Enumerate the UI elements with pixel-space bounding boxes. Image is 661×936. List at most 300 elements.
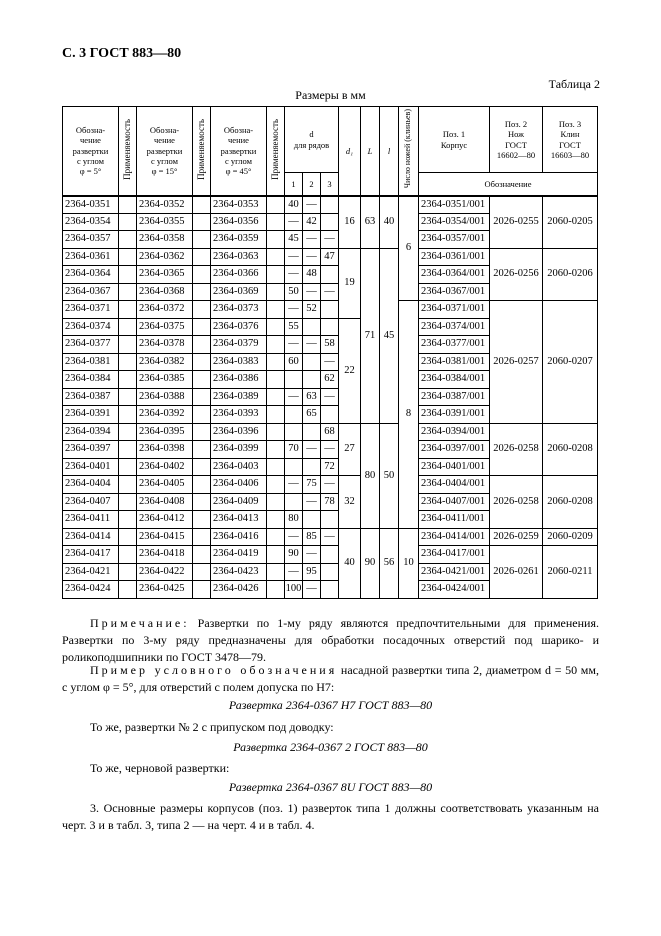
applicability-cell bbox=[267, 423, 285, 441]
designation-5-cell: 2364-0411 bbox=[63, 511, 119, 529]
wedge-designation-cell: 2060-0206 bbox=[543, 248, 598, 301]
designation-15-cell: 2364-0352 bbox=[137, 196, 193, 214]
designation-15-cell: 2364-0362 bbox=[137, 248, 193, 266]
header-designation-15: Обозна- чение развертки с углом φ = 15° bbox=[137, 107, 193, 196]
designation-45-cell: 2364-0369 bbox=[211, 283, 267, 301]
applicability-cell bbox=[267, 213, 285, 231]
applicability-cell bbox=[267, 406, 285, 424]
designation-5-cell: 2364-0357 bbox=[63, 231, 119, 249]
d-row2-cell: 85 bbox=[303, 528, 321, 546]
applicability-cell bbox=[193, 476, 211, 494]
header-pos3: Поз. 3 Клин ГОСТ 16603—80 bbox=[543, 107, 598, 173]
d-row2-cell bbox=[303, 423, 321, 441]
d-row1-cell: 55 bbox=[285, 318, 303, 336]
header-d1: d₁ bbox=[339, 107, 361, 196]
length-l-cell: 56 bbox=[380, 528, 399, 598]
header-designation-45: Обозна- чение развертки с углом φ = 45° bbox=[211, 107, 267, 196]
applicability-cell bbox=[193, 231, 211, 249]
knife-designation-cell: 2026-0258 bbox=[490, 476, 543, 529]
designation-45-cell: 2364-0379 bbox=[211, 336, 267, 354]
d-row2-cell: — bbox=[303, 546, 321, 564]
wedge-designation-cell: 2060-0207 bbox=[543, 301, 598, 424]
example-paragraph bbox=[62, 662, 599, 696]
designation-15-cell: 2364-0382 bbox=[137, 353, 193, 371]
length-l-cell: 50 bbox=[380, 423, 399, 528]
header-knives: Число ножей (клиньев) bbox=[399, 107, 419, 196]
d-row2-cell bbox=[303, 318, 321, 336]
body-designation-cell: 2364-0357/001 bbox=[419, 231, 490, 249]
designation-5-cell: 2364-0351 bbox=[63, 196, 119, 214]
designation-5-cell: 2364-0417 bbox=[63, 546, 119, 564]
example-label: Пример условного обозначения bbox=[90, 663, 338, 677]
body-designation-cell: 2364-0417/001 bbox=[419, 546, 490, 564]
wedge-designation-cell: 2060-0211 bbox=[543, 546, 598, 599]
designation-5-cell: 2364-0364 bbox=[63, 266, 119, 284]
applicability-cell bbox=[193, 283, 211, 301]
d-row2-cell: 52 bbox=[303, 301, 321, 319]
header-d: d для рядов bbox=[285, 107, 339, 173]
page-title: С. 3 ГОСТ 883—80 bbox=[62, 46, 182, 61]
d-row2-cell: — bbox=[303, 581, 321, 599]
applicability-cell bbox=[193, 406, 211, 424]
body-designation-cell: 2364-0351/001 bbox=[419, 196, 490, 214]
d-row2-cell: — bbox=[303, 493, 321, 511]
knife-designation-cell: 2026-0259 bbox=[490, 528, 543, 546]
designation-5-cell: 2364-0384 bbox=[63, 371, 119, 389]
length-L-cell: 80 bbox=[361, 423, 380, 528]
designation-15-cell: 2364-0385 bbox=[137, 371, 193, 389]
d-row1-cell bbox=[285, 458, 303, 476]
example-designation-2: Развертка 2364-0367 2 ГОСТ 883—80 bbox=[233, 740, 428, 754]
reamers-table bbox=[62, 106, 598, 599]
table-row bbox=[63, 546, 598, 564]
applicability-cell bbox=[119, 231, 137, 249]
designation-45-cell: 2364-0366 bbox=[211, 266, 267, 284]
applicability-cell bbox=[193, 248, 211, 266]
applicability-cell bbox=[267, 546, 285, 564]
d-row3-cell: — bbox=[321, 441, 339, 459]
body-designation-cell: 2364-0371/001 bbox=[419, 301, 490, 319]
applicability-cell bbox=[119, 493, 137, 511]
d-row3-cell: 62 bbox=[321, 371, 339, 389]
designation-15-cell: 2364-0405 bbox=[137, 476, 193, 494]
designation-45-cell: 2364-0423 bbox=[211, 563, 267, 581]
header-L: L bbox=[361, 107, 380, 196]
d1-cell: 40 bbox=[339, 528, 361, 598]
designation-5-cell: 2364-0374 bbox=[63, 318, 119, 336]
d-row3-cell: 47 bbox=[321, 248, 339, 266]
d-row1-cell: — bbox=[285, 528, 303, 546]
applicability-cell bbox=[267, 248, 285, 266]
designation-45-cell: 2364-0373 bbox=[211, 301, 267, 319]
d-row3-cell bbox=[321, 406, 339, 424]
designation-45-cell: 2364-0363 bbox=[211, 248, 267, 266]
d-row1-cell: 80 bbox=[285, 511, 303, 529]
d-row2-cell: — bbox=[303, 441, 321, 459]
d-row2-cell: — bbox=[303, 248, 321, 266]
header-d-row-3: 3 bbox=[321, 173, 339, 196]
knife-designation-cell: 2026-0256 bbox=[490, 248, 543, 301]
d-row2-cell: 65 bbox=[303, 406, 321, 424]
applicability-cell bbox=[119, 423, 137, 441]
designation-5-cell: 2364-0391 bbox=[63, 406, 119, 424]
designation-5-cell: 2364-0387 bbox=[63, 388, 119, 406]
applicability-cell bbox=[193, 581, 211, 599]
body-designation-cell: 2364-0354/001 bbox=[419, 213, 490, 231]
applicability-cell bbox=[119, 458, 137, 476]
designation-45-cell: 2364-0409 bbox=[211, 493, 267, 511]
d-row1-cell: 50 bbox=[285, 283, 303, 301]
header-d-row-2: 2 bbox=[303, 173, 321, 196]
d-row2-cell: 95 bbox=[303, 563, 321, 581]
body-designation-cell: 2364-0401/001 bbox=[419, 458, 490, 476]
d-row1-cell: 90 bbox=[285, 546, 303, 564]
applicability-cell bbox=[193, 441, 211, 459]
body-designation-cell: 2364-0377/001 bbox=[419, 336, 490, 354]
d-row3-cell bbox=[321, 563, 339, 581]
body-designation-cell: 2364-0367/001 bbox=[419, 283, 490, 301]
d-row1-cell: — bbox=[285, 476, 303, 494]
d-row2-cell bbox=[303, 511, 321, 529]
d-row3-cell bbox=[321, 511, 339, 529]
designation-15-cell: 2364-0398 bbox=[137, 441, 193, 459]
designation-45-cell: 2364-0389 bbox=[211, 388, 267, 406]
length-L-cell: 90 bbox=[361, 528, 380, 598]
d-row1-cell: 100 bbox=[285, 581, 303, 599]
designation-5-cell: 2364-0361 bbox=[63, 248, 119, 266]
applicability-cell bbox=[267, 528, 285, 546]
table-row bbox=[63, 423, 598, 441]
body-designation-cell: 2364-0407/001 bbox=[419, 493, 490, 511]
d-row1-cell bbox=[285, 423, 303, 441]
d-row1-cell: 40 bbox=[285, 196, 303, 214]
d-row2-cell bbox=[303, 371, 321, 389]
body-designation-cell: 2364-0411/001 bbox=[419, 511, 490, 529]
applicability-cell bbox=[267, 441, 285, 459]
applicability-cell bbox=[267, 318, 285, 336]
applicability-cell bbox=[119, 283, 137, 301]
d-row3-cell bbox=[321, 301, 339, 319]
body-designation-cell: 2364-0387/001 bbox=[419, 388, 490, 406]
applicability-cell bbox=[267, 283, 285, 301]
designation-45-cell: 2364-0383 bbox=[211, 353, 267, 371]
wedge-designation-cell: 2060-0208 bbox=[543, 423, 598, 476]
d-row3-cell: — bbox=[321, 476, 339, 494]
designation-45-cell: 2364-0376 bbox=[211, 318, 267, 336]
designation-15-cell: 2364-0378 bbox=[137, 336, 193, 354]
designation-15-cell: 2364-0422 bbox=[137, 563, 193, 581]
applicability-cell bbox=[193, 563, 211, 581]
designation-45-cell: 2364-0399 bbox=[211, 441, 267, 459]
table-row bbox=[63, 301, 598, 319]
d-row2-cell: 63 bbox=[303, 388, 321, 406]
example-designation-3: Развертка 2364-0367 8U ГОСТ 883—80 bbox=[228, 780, 433, 794]
d-row3-cell bbox=[321, 546, 339, 564]
applicability-cell bbox=[119, 476, 137, 494]
units-caption: Размеры в мм bbox=[295, 88, 366, 102]
designation-45-cell: 2364-0353 bbox=[211, 196, 267, 214]
applicability-cell bbox=[267, 336, 285, 354]
d1-cell: 22 bbox=[339, 318, 361, 423]
designation-15-cell: 2364-0375 bbox=[137, 318, 193, 336]
d-row3-cell: — bbox=[321, 353, 339, 371]
d-row3-cell: 72 bbox=[321, 458, 339, 476]
applicability-cell bbox=[267, 458, 285, 476]
applicability-cell bbox=[267, 581, 285, 599]
d-row1-cell bbox=[285, 493, 303, 511]
d-row1-cell: — bbox=[285, 266, 303, 284]
applicability-cell bbox=[119, 371, 137, 389]
designation-5-cell: 2364-0394 bbox=[63, 423, 119, 441]
designation-45-cell: 2364-0406 bbox=[211, 476, 267, 494]
applicability-cell bbox=[193, 336, 211, 354]
length-L-cell: 71 bbox=[361, 248, 380, 423]
d1-cell: 32 bbox=[339, 476, 361, 529]
applicability-cell bbox=[193, 213, 211, 231]
knives-count-cell: 10 bbox=[399, 528, 419, 598]
applicability-cell bbox=[119, 441, 137, 459]
header-applicability-2: Применяемость bbox=[193, 107, 211, 196]
note-label: Примечание: bbox=[90, 616, 190, 630]
designation-15-cell: 2364-0418 bbox=[137, 546, 193, 564]
applicability-cell bbox=[193, 318, 211, 336]
d-row1-cell bbox=[285, 371, 303, 389]
applicability-cell bbox=[267, 493, 285, 511]
applicability-cell bbox=[193, 371, 211, 389]
applicability-cell bbox=[119, 563, 137, 581]
d-row3-cell: 58 bbox=[321, 336, 339, 354]
d-row1-cell: 70 bbox=[285, 441, 303, 459]
d-row3-cell: — bbox=[321, 283, 339, 301]
d-row3-cell: — bbox=[321, 388, 339, 406]
knife-designation-cell: 2026-0257 bbox=[490, 301, 543, 424]
table-number: Таблица 2 bbox=[548, 77, 600, 91]
wedge-designation-cell: 2060-0205 bbox=[543, 196, 598, 249]
designation-15-cell: 2364-0402 bbox=[137, 458, 193, 476]
d-row2-cell bbox=[303, 458, 321, 476]
d-row2-cell: — bbox=[303, 231, 321, 249]
d-row3-cell bbox=[321, 196, 339, 214]
example-text: насадной развертки типа 2, диаметром d = 50 мм, с углом φ = 5°, для отверстий с полем допуска по Н7: bbox=[62, 663, 599, 694]
applicability-cell bbox=[193, 528, 211, 546]
applicability-cell bbox=[267, 266, 285, 284]
d-row1-cell: — bbox=[285, 336, 303, 354]
d-row3-cell: — bbox=[321, 231, 339, 249]
designation-15-cell: 2364-0425 bbox=[137, 581, 193, 599]
d-row1-cell: — bbox=[285, 213, 303, 231]
d1-cell: 16 bbox=[339, 196, 361, 249]
designation-15-cell: 2364-0412 bbox=[137, 511, 193, 529]
header-l: l bbox=[380, 107, 399, 196]
d-row2-cell bbox=[303, 353, 321, 371]
header-applicability-3: Применяемость bbox=[267, 107, 285, 196]
designation-5-cell: 2364-0381 bbox=[63, 353, 119, 371]
body-designation-cell: 2364-0364/001 bbox=[419, 266, 490, 284]
designation-45-cell: 2364-0416 bbox=[211, 528, 267, 546]
d-row1-cell: — bbox=[285, 388, 303, 406]
d-row2-cell: 48 bbox=[303, 266, 321, 284]
body-designation-cell: 2364-0384/001 bbox=[419, 371, 490, 389]
designation-5-cell: 2364-0404 bbox=[63, 476, 119, 494]
header-applicability-1: Применяемость bbox=[119, 107, 137, 196]
applicability-cell bbox=[119, 406, 137, 424]
body-designation-cell: 2364-0404/001 bbox=[419, 476, 490, 494]
designation-45-cell: 2364-0419 bbox=[211, 546, 267, 564]
designation-45-cell: 2364-0413 bbox=[211, 511, 267, 529]
d-row3-cell bbox=[321, 266, 339, 284]
knives-count-cell: 6 bbox=[399, 196, 419, 301]
body-designation-cell: 2364-0381/001 bbox=[419, 353, 490, 371]
designation-15-cell: 2364-0365 bbox=[137, 266, 193, 284]
designation-45-cell: 2364-0356 bbox=[211, 213, 267, 231]
designation-15-cell: 2364-0368 bbox=[137, 283, 193, 301]
applicability-cell bbox=[267, 476, 285, 494]
designation-15-cell: 2364-0358 bbox=[137, 231, 193, 249]
d-row2-cell: 42 bbox=[303, 213, 321, 231]
d-row1-cell bbox=[285, 406, 303, 424]
designation-5-cell: 2364-0407 bbox=[63, 493, 119, 511]
designation-5-cell: 2364-0414 bbox=[63, 528, 119, 546]
designation-5-cell: 2364-0371 bbox=[63, 301, 119, 319]
header-pos1: Поз. 1 Корпус bbox=[419, 107, 490, 173]
applicability-cell bbox=[119, 248, 137, 266]
knife-designation-cell: 2026-0258 bbox=[490, 423, 543, 476]
knives-count-cell: 8 bbox=[399, 301, 419, 529]
d-row3-cell: 68 bbox=[321, 423, 339, 441]
body-designation-cell: 2364-0391/001 bbox=[419, 406, 490, 424]
header-designation: Обозначение bbox=[419, 173, 598, 196]
applicability-cell bbox=[119, 546, 137, 564]
applicability-cell bbox=[119, 336, 137, 354]
length-L-cell: 63 bbox=[361, 196, 380, 249]
applicability-cell bbox=[193, 493, 211, 511]
same-note-2: То же, черновой развертки: bbox=[90, 761, 230, 775]
applicability-cell bbox=[193, 266, 211, 284]
d-row2-cell: — bbox=[303, 283, 321, 301]
table-row bbox=[63, 476, 598, 494]
applicability-cell bbox=[193, 546, 211, 564]
designation-15-cell: 2364-0415 bbox=[137, 528, 193, 546]
wedge-designation-cell: 2060-0209 bbox=[543, 528, 598, 546]
applicability-cell bbox=[119, 318, 137, 336]
applicability-cell bbox=[119, 528, 137, 546]
designation-5-cell: 2364-0354 bbox=[63, 213, 119, 231]
table-row bbox=[63, 528, 598, 546]
d-row3-cell: — bbox=[321, 528, 339, 546]
knife-designation-cell: 2026-0255 bbox=[490, 196, 543, 249]
applicability-cell bbox=[119, 388, 137, 406]
designation-45-cell: 2364-0393 bbox=[211, 406, 267, 424]
example-designation-1: Развертка 2364-0367 Н7 ГОСТ 883—80 bbox=[228, 698, 433, 712]
applicability-cell bbox=[267, 301, 285, 319]
applicability-cell bbox=[267, 388, 285, 406]
applicability-cell bbox=[267, 511, 285, 529]
applicability-cell bbox=[193, 458, 211, 476]
d-row1-cell: — bbox=[285, 563, 303, 581]
d-row2-cell: 75 bbox=[303, 476, 321, 494]
body-designation-cell: 2364-0361/001 bbox=[419, 248, 490, 266]
designation-5-cell: 2364-0397 bbox=[63, 441, 119, 459]
body-designation-cell: 2364-0397/001 bbox=[419, 441, 490, 459]
note bbox=[62, 615, 599, 665]
d-row2-cell: — bbox=[303, 196, 321, 214]
applicability-cell bbox=[119, 266, 137, 284]
d1-cell: 19 bbox=[339, 248, 361, 318]
body-designation-cell: 2364-0424/001 bbox=[419, 581, 490, 599]
designation-5-cell: 2364-0401 bbox=[63, 458, 119, 476]
body-designation-cell: 2364-0414/001 bbox=[419, 528, 490, 546]
length-l-cell: 40 bbox=[380, 196, 399, 249]
d-row3-cell: 78 bbox=[321, 493, 339, 511]
applicability-cell bbox=[193, 353, 211, 371]
length-l-cell: 45 bbox=[380, 248, 399, 423]
applicability-cell bbox=[193, 511, 211, 529]
designation-15-cell: 2364-0395 bbox=[137, 423, 193, 441]
d-row1-cell: 45 bbox=[285, 231, 303, 249]
applicability-cell bbox=[267, 196, 285, 214]
designation-15-cell: 2364-0388 bbox=[137, 388, 193, 406]
d-row3-cell bbox=[321, 318, 339, 336]
designation-45-cell: 2364-0403 bbox=[211, 458, 267, 476]
header-pos2: Поз. 2 Нож ГОСТ 16602—80 bbox=[490, 107, 543, 173]
header-d-row-1: 1 bbox=[285, 173, 303, 196]
body-designation-cell: 2364-0374/001 bbox=[419, 318, 490, 336]
applicability-cell bbox=[267, 353, 285, 371]
header-designation-5: Обозна- чение развертки с углом φ = 5° bbox=[63, 107, 119, 196]
d-row3-cell bbox=[321, 581, 339, 599]
designation-45-cell: 2364-0426 bbox=[211, 581, 267, 599]
table-row bbox=[63, 196, 598, 214]
wedge-designation-cell: 2060-0208 bbox=[543, 476, 598, 529]
designation-15-cell: 2364-0408 bbox=[137, 493, 193, 511]
applicability-cell bbox=[193, 423, 211, 441]
applicability-cell bbox=[119, 353, 137, 371]
designation-45-cell: 2364-0359 bbox=[211, 231, 267, 249]
applicability-cell bbox=[119, 301, 137, 319]
designation-45-cell: 2364-0386 bbox=[211, 371, 267, 389]
table-row bbox=[63, 248, 598, 266]
designation-5-cell: 2364-0424 bbox=[63, 581, 119, 599]
same-note-1: То же, развертки № 2 с припуском под доводку: bbox=[90, 720, 334, 734]
body-designation-cell: 2364-0421/001 bbox=[419, 563, 490, 581]
d1-cell: 27 bbox=[339, 423, 361, 476]
designation-5-cell: 2364-0367 bbox=[63, 283, 119, 301]
d-row2-cell: — bbox=[303, 336, 321, 354]
designation-15-cell: 2364-0372 bbox=[137, 301, 193, 319]
applicability-cell bbox=[119, 213, 137, 231]
d-row1-cell: — bbox=[285, 301, 303, 319]
knife-designation-cell: 2026-0261 bbox=[490, 546, 543, 599]
designation-45-cell: 2364-0396 bbox=[211, 423, 267, 441]
d-row1-cell: 60 bbox=[285, 353, 303, 371]
d-row1-cell: — bbox=[285, 248, 303, 266]
d-row3-cell bbox=[321, 213, 339, 231]
applicability-cell bbox=[193, 388, 211, 406]
applicability-cell bbox=[119, 511, 137, 529]
designation-5-cell: 2364-0421 bbox=[63, 563, 119, 581]
applicability-cell bbox=[267, 231, 285, 249]
applicability-cell bbox=[119, 196, 137, 214]
designation-5-cell: 2364-0377 bbox=[63, 336, 119, 354]
applicability-cell bbox=[267, 563, 285, 581]
paragraph-3: 3. Основные размеры корпусов (поз. 1) разверток типа 1 должны соответствовать указанным на черт. 3 и в табл. 3, типа 2 — на черт. 4 и в табл. 4. bbox=[62, 801, 599, 832]
body-designation-cell: 2364-0394/001 bbox=[419, 423, 490, 441]
note-text: Развертки по 1-му ряду являются предпочтительными для применения. Развертки по 3-му ряду предназначены для обработки посадочных отверстий под шарико- и роликоподшипники по ГОСТ 3478—79. bbox=[62, 616, 599, 664]
designation-15-cell: 2364-0392 bbox=[137, 406, 193, 424]
applicability-cell bbox=[193, 196, 211, 214]
applicability-cell bbox=[119, 581, 137, 599]
applicability-cell bbox=[193, 301, 211, 319]
